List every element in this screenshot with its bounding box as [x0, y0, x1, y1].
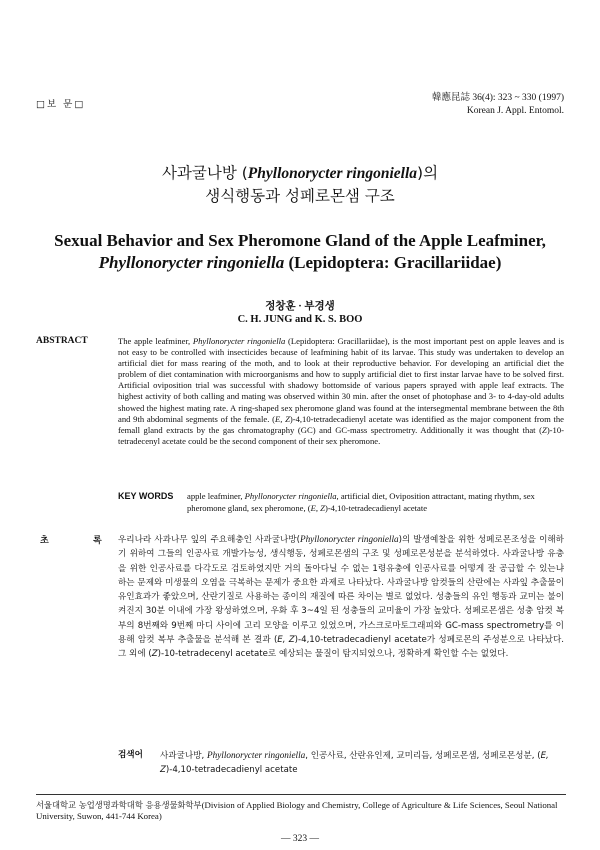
keywords-label: KEY WORDS: [118, 491, 174, 501]
korean-keywords-text: 사과굴나방, Phyllonorycter ringoniella, 인공사료, 산란유인제, 교미리듬, 성페로몬샘, 성페로몬성분, (E, Z)-4,10-tetradecadienyl acetate: [160, 750, 549, 775]
authors: [0, 300, 600, 326]
english-title-line2: [0, 252, 600, 274]
korean-title-species: Phyllonorycter ringoniella: [247, 165, 418, 182]
article-type-label: □보 문□: [36, 99, 86, 110]
english-title: [0, 230, 600, 274]
english-title-line1: Sexual Behavior and Sex Pheromone Gland of the Apple Leafminer,: [54, 231, 546, 250]
authors-english: C. H. JUNG and K. S. BOO: [237, 314, 363, 325]
korean-title-text: 사과굴나방 (: [161, 164, 248, 182]
abstract-text: The apple leafminer, Phyllonorycter ringoniella (Lepidoptera: Gracillariidae), is the most important pest on apple leaves and is not easy to be controlled with insecticides because of leafmining habit of its larvae. This study was undertaken to develop an artificial diet for mass rearing of the moth, and to look at their reproductive behavior. For developing an artificial diet the problem of diet contamination with microorganisms and how to supply artificial diet to first instar larvae have to be solved first. Artificial oviposition trial was successful with shadowy bottomside of various papers sprayed with apple leaf extracts. The highest activity of both calling and mating was observed within 30 min. after the onset of photophase and 3- to 4-day-old adults showed the highest mating rate. A ring-shaped sex pheromone gland was found at the intersegmental membrane between the 8th and 9th abdominal segments of the female. (E, Z)-4,10-tetradecadienyl acetate was identified as the major component from the femall gland extracts by the gas chromatography (GC) and GC-mass spectrometry. Additionally it was thought that (Z)-10-tetradecenyl acetate could be the second component of their sex pheromone.: [118, 336, 564, 446]
korean-abstract-text: 우리나라 사과나무 잎의 주요해충인 사과굴나방(Phyllonorycter ringoniella)의 발생예찰을 위한 성페로몬조성을 이해하기 위하여 그들의 인공사료 개발가능성, 생식행동, 성페로몬샘의 구조 및 성페로몬성분을 분석하였다. 사과굴나방 유충을 위한 인공사료를 다각도로 검토하였지만 거의 돌아다닐 수 없는 1령유충에 인공사료를 어떻게 잘 공급할 수 있는냐 하는 문제와 미생물의 오염을 극복하는 문제가 중요한 과제로 나타났다. 사과굴나방 암컷들의 산란에는 사과잎 추출물이 유인효과가 좋았으며, 산란기질로 사용하는 종이의 재질에 따른 차이는 별로 없었다. 성충들의 유인 행동과 교미는 불이 켜진지 30분 이내에 가장 왕성하였으며, 우화 후 3~4일 된 성충들의 교미율이 가장 높았다. 성페로몬샘은 성충 암컷 복부의 8번째와 9번째 마디 사이에 고리 모양을 이루고 있었으며, 가스크로마토그래피와 GC-mass spectrometry를 이용해 암컷 복부 추출물을 분석해 본 결과 (E, Z)-4,10-tetradecadienyl acetate가 성페로몬의 주성분으로 나타났다. 그 외에 (Z)-10-tetradecenyl acetate로 예상되는 물질이 탐지되었으나, 정확하게 확인할 수는 없었다.: [118, 534, 564, 660]
footnote-divider: [36, 794, 566, 795]
korean-abstract-label-rok: 록: [93, 536, 102, 546]
english-title-order: (Lepidoptera: Gracillariidae): [284, 253, 502, 272]
authors-korean: 정창훈 · 부경생: [265, 301, 335, 312]
korean-abstract-label-cho: 초: [40, 536, 49, 546]
author-affiliation: 서울대학교 농업생명과학대학 응용생물화학부(Division of Applied Biology and Chemistry, College of Agriculture & Life Sciences, Seoul National University, Suwon, 441-744 Korea): [36, 800, 558, 821]
korean-title: [0, 162, 600, 207]
abstract-label: ABSTRACT: [36, 336, 88, 346]
korean-title-line2: 생식행동과 성페로몬샘 구조: [205, 187, 395, 205]
keywords-text: apple leafminer, Phyllonorycter ringoniella, artificial diet, Oviposition attractant, mating rhythm, sex pheromone gland, sex pheromone, (E, Z)-4,10-tetradecadienyl acetate: [187, 491, 535, 513]
english-title-species: Phyllonorycter ringoniella: [98, 253, 285, 272]
journal-citation: [432, 92, 564, 118]
korean-keywords-label: 검색어: [118, 750, 143, 760]
page-number: — 323 —: [281, 834, 319, 844]
korean-title-suffix: )의: [417, 164, 439, 182]
korean-title-line1: [0, 162, 600, 185]
journal-citation-korean: 韓應昆誌 36(4): 323 ~ 330 (1997): [431, 93, 564, 103]
journal-name-english: Korean J. Appl. Entomol.: [466, 106, 564, 116]
